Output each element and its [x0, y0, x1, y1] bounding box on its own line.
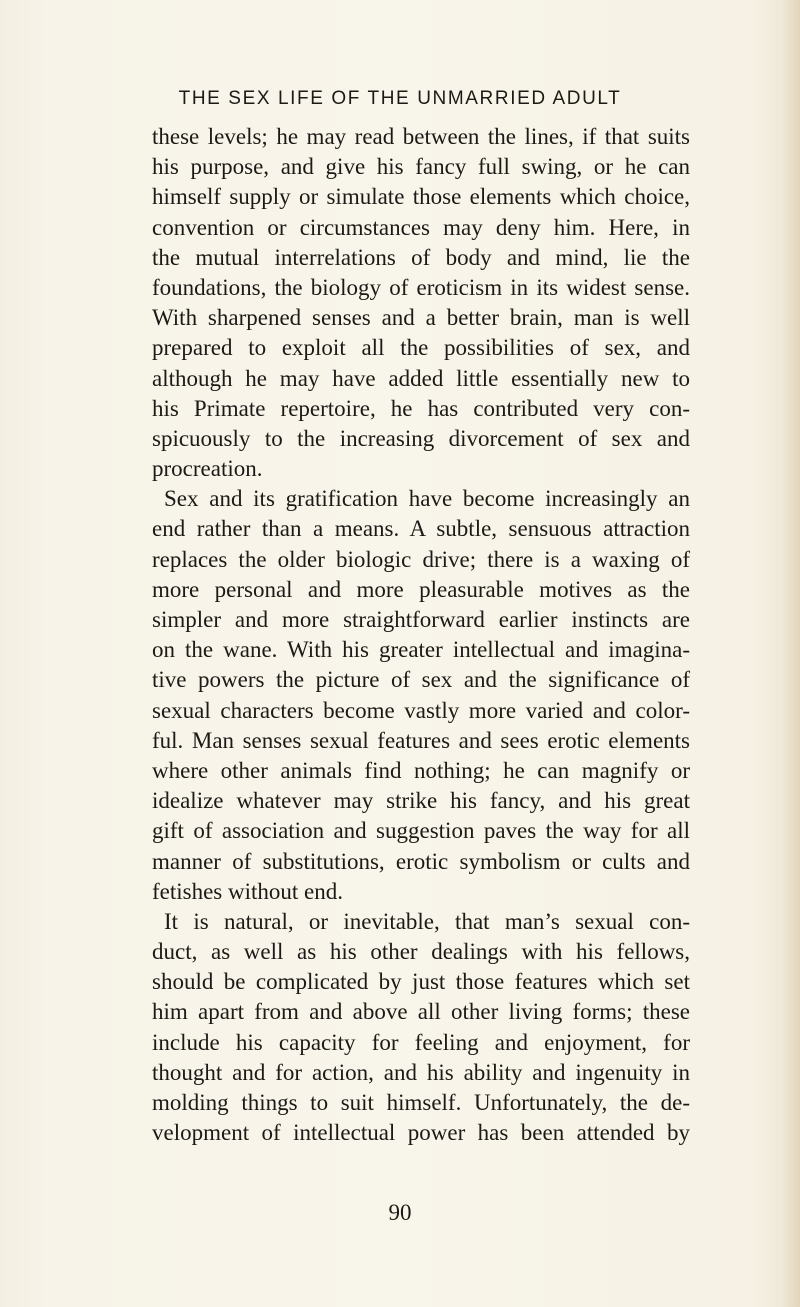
text-line: on the wane. With his greater intellectual and imagina-	[152, 637, 690, 663]
text-line: should be complicated by just those features which set	[152, 969, 690, 995]
text-line: him apart from and above all other living forms; these	[152, 999, 690, 1025]
text-line: more personal and more pleasurable motives as the	[152, 576, 690, 602]
text-line: gift of association and suggestion paves the way for all	[152, 818, 690, 844]
text-line: himself supply or simulate those elements which choice,	[152, 184, 690, 210]
text-line: spicuously to the increasing divorcement of sex and	[152, 425, 690, 451]
text-line: include his capacity for feeling and enjoyment, for	[152, 1029, 690, 1055]
paragraph-start-line: Sex and its gratification have become increasingly an	[164, 486, 690, 512]
text-line: simpler and more straightforward earlier instincts are	[152, 607, 690, 632]
text-line: duct, as well as his other dealings with his fellows,	[152, 939, 690, 965]
paragraph-start-line: It is natural, or inevitable, that man’s sexual con-	[164, 908, 690, 934]
text-line: his purpose, and give his fancy full swing, or he can	[152, 154, 690, 180]
text-line: idealize whatever may strike his fancy, and his great	[152, 788, 690, 814]
text-line: foundations, the biology of eroticism in its widest sense.	[152, 274, 690, 300]
text-line: replaces the older biologic drive; there is a waxing of	[152, 546, 690, 572]
text-line: ful. Man senses sexual features and sees erotic elements	[152, 727, 690, 753]
text-line: manner of substitutions, erotic symbolism or cults and	[152, 848, 690, 874]
page-edge-shadow	[782, 0, 800, 1307]
text-line: tive powers the picture of sex and the significance of	[152, 667, 690, 693]
text-line: his Primate repertoire, he has contributed very con-	[152, 395, 690, 421]
text-line: convention or circumstances may deny him. Here, in	[152, 214, 690, 240]
text-line: fetishes without end.	[152, 878, 343, 904]
body-text	[152, 122, 690, 1148]
text-line: although he may have added little essentially new to	[152, 365, 690, 391]
text-line: the mutual interrelations of body and mind, lie the	[152, 244, 690, 270]
text-line: With sharpened senses and a better brain, man is well	[152, 305, 690, 331]
text-line: procreation.	[152, 456, 263, 482]
text-line: thought and for action, and his ability and ingenuity in	[152, 1059, 690, 1085]
text-line: velopment of intellectual power has been attended by	[152, 1120, 690, 1146]
text-line: sexual characters become vastly more varied and color-	[152, 697, 690, 723]
text-line: where other animals find nothing; he can magnify or	[152, 757, 690, 783]
text-line: these levels; he may read between the lines, if that suits	[152, 124, 690, 149]
page-number: 90	[388, 1200, 412, 1225]
text-line: prepared to exploit all the possibilities of sex, and	[152, 335, 690, 361]
text-line: molding things to suit himself. Unfortunately, the de-	[152, 1090, 690, 1115]
running-head: THE SEX LIFE OF THE UNMARRIED ADULT	[178, 88, 622, 109]
text-line: end rather than a means. A subtle, sensuous attraction	[152, 516, 690, 542]
